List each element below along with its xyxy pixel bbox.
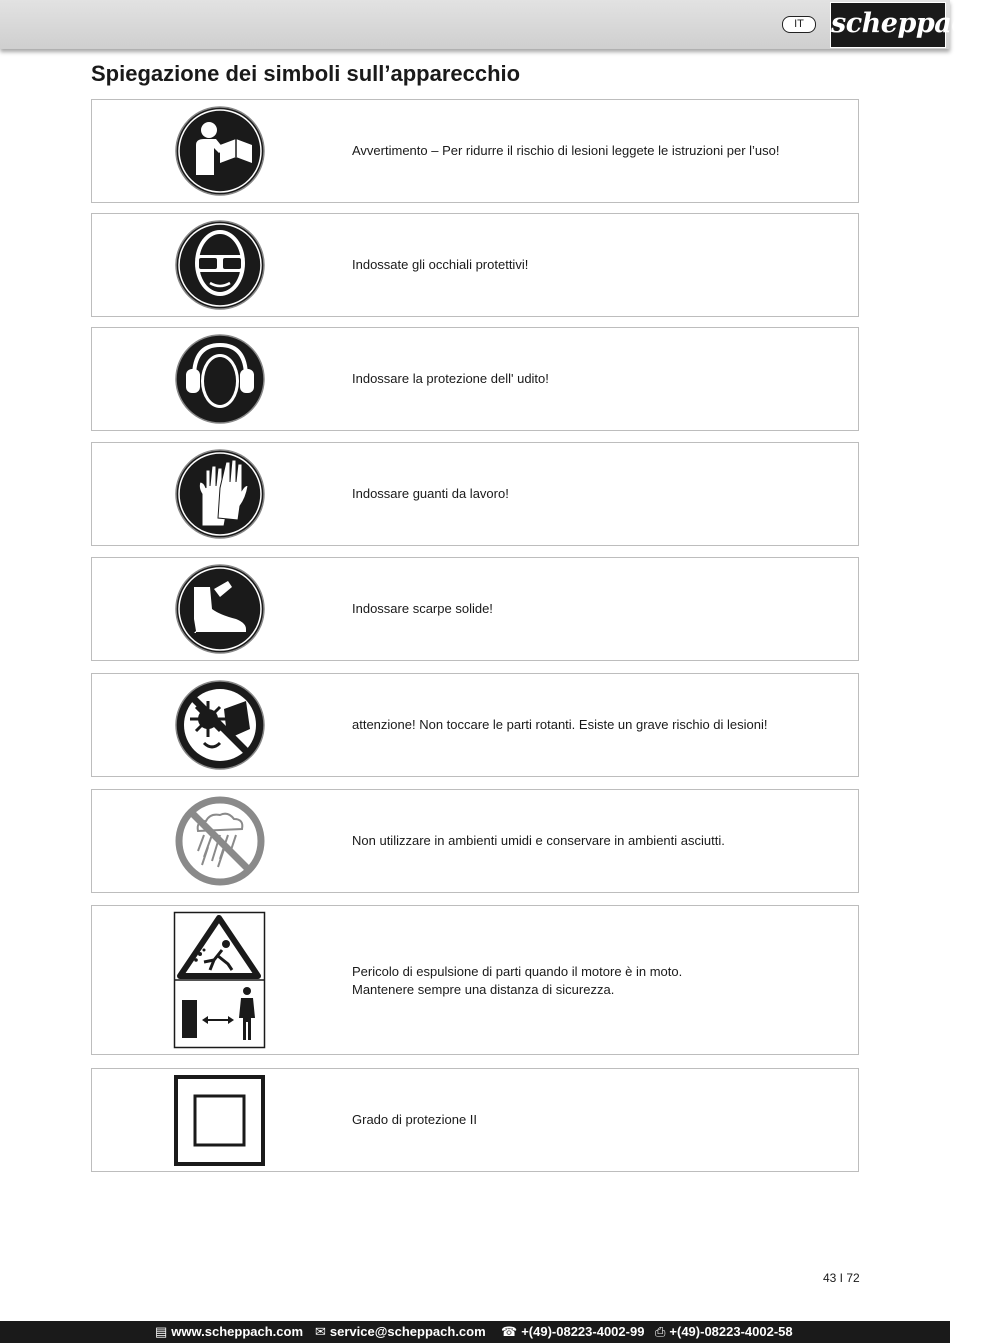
symbol-description — [352, 370, 549, 388]
fax-number: +(49)-08223-4002-58 — [669, 1324, 793, 1339]
page-number: 43 I 72 — [823, 1271, 860, 1285]
no-touch-rotating-parts-icon — [174, 679, 266, 771]
description-line: Indossate gli occhiali protettivi! — [352, 257, 529, 272]
description-line: Indossare la protezione dell' udito! — [352, 371, 549, 386]
description-line: Grado di protezione II — [352, 1112, 478, 1127]
symbol-row-protection-class — [91, 1068, 859, 1172]
protection-class-2-icon — [174, 1075, 265, 1166]
safety-goggles-icon — [174, 219, 266, 311]
symbol-row-read-manual — [91, 99, 859, 203]
description-line: Mantenere sempre una distanza di sicurezza. — [352, 982, 615, 997]
page-title: Spiegazione dei simboli sull’apparecchio — [91, 61, 521, 86]
description-line: Non utilizzare in ambienti umidi e conservare in ambienti asciutti. — [352, 833, 725, 848]
footer-website[interactable] — [155, 1321, 303, 1343]
symbol-description — [352, 832, 725, 850]
computer-icon: ▤ — [155, 1324, 168, 1339]
email-link[interactable]: service@scheppach.com — [329, 1324, 486, 1339]
ejection-hazard-distance-icon — [174, 912, 265, 1048]
phone-icon: ☎ — [501, 1324, 518, 1339]
symbol-description — [352, 142, 780, 160]
phone-number: +(49)-08223-4002-99 — [521, 1324, 645, 1339]
header-bar — [0, 0, 986, 49]
description-line: Pericolo di espulsione di parti quando il motore è in moto. — [352, 964, 683, 979]
gloves-icon — [174, 448, 266, 540]
read-manual-icon — [174, 105, 266, 197]
language-badge: IT — [782, 16, 816, 33]
symbol-description — [352, 600, 493, 618]
symbol-description — [352, 1111, 477, 1129]
safety-boots-icon — [174, 563, 266, 655]
symbol-row-ejection-hazard — [91, 905, 859, 1055]
website-link[interactable]: www.scheppach.com — [171, 1324, 304, 1339]
description-line: Indossare scarpe solide! — [352, 601, 493, 616]
description-line: Avvertimento – Per ridurre il rischio di lesioni leggete le istruzioni per l’uso! — [352, 143, 780, 158]
symbol-description — [352, 963, 682, 999]
footer-fax — [655, 1321, 793, 1343]
fax-icon: ⎙ — [655, 1324, 666, 1339]
symbol-description — [352, 716, 768, 734]
no-rain-icon — [174, 795, 266, 887]
symbol-row-safety-boots — [91, 557, 859, 661]
description-line: Indossare guanti da lavoro! — [352, 486, 509, 501]
footer-phone — [501, 1321, 644, 1343]
symbol-description — [352, 485, 509, 503]
symbol-row-no-rain — [91, 789, 859, 893]
ear-protection-icon — [174, 333, 266, 425]
description-line: attenzione! Non toccare le parti rotanti. Esiste un grave rischio di lesioni! — [352, 717, 768, 732]
envelope-icon: ✉ — [315, 1324, 326, 1339]
symbol-description — [352, 256, 528, 274]
symbol-row-rotating-parts — [91, 673, 859, 777]
footer-email[interactable] — [315, 1321, 486, 1343]
symbol-row-gloves — [91, 442, 859, 546]
symbol-row-ear-protection — [91, 327, 859, 431]
brand-logo: scheppach — [830, 2, 946, 48]
footer-bar — [0, 1321, 950, 1343]
symbol-row-safety-goggles — [91, 213, 859, 317]
